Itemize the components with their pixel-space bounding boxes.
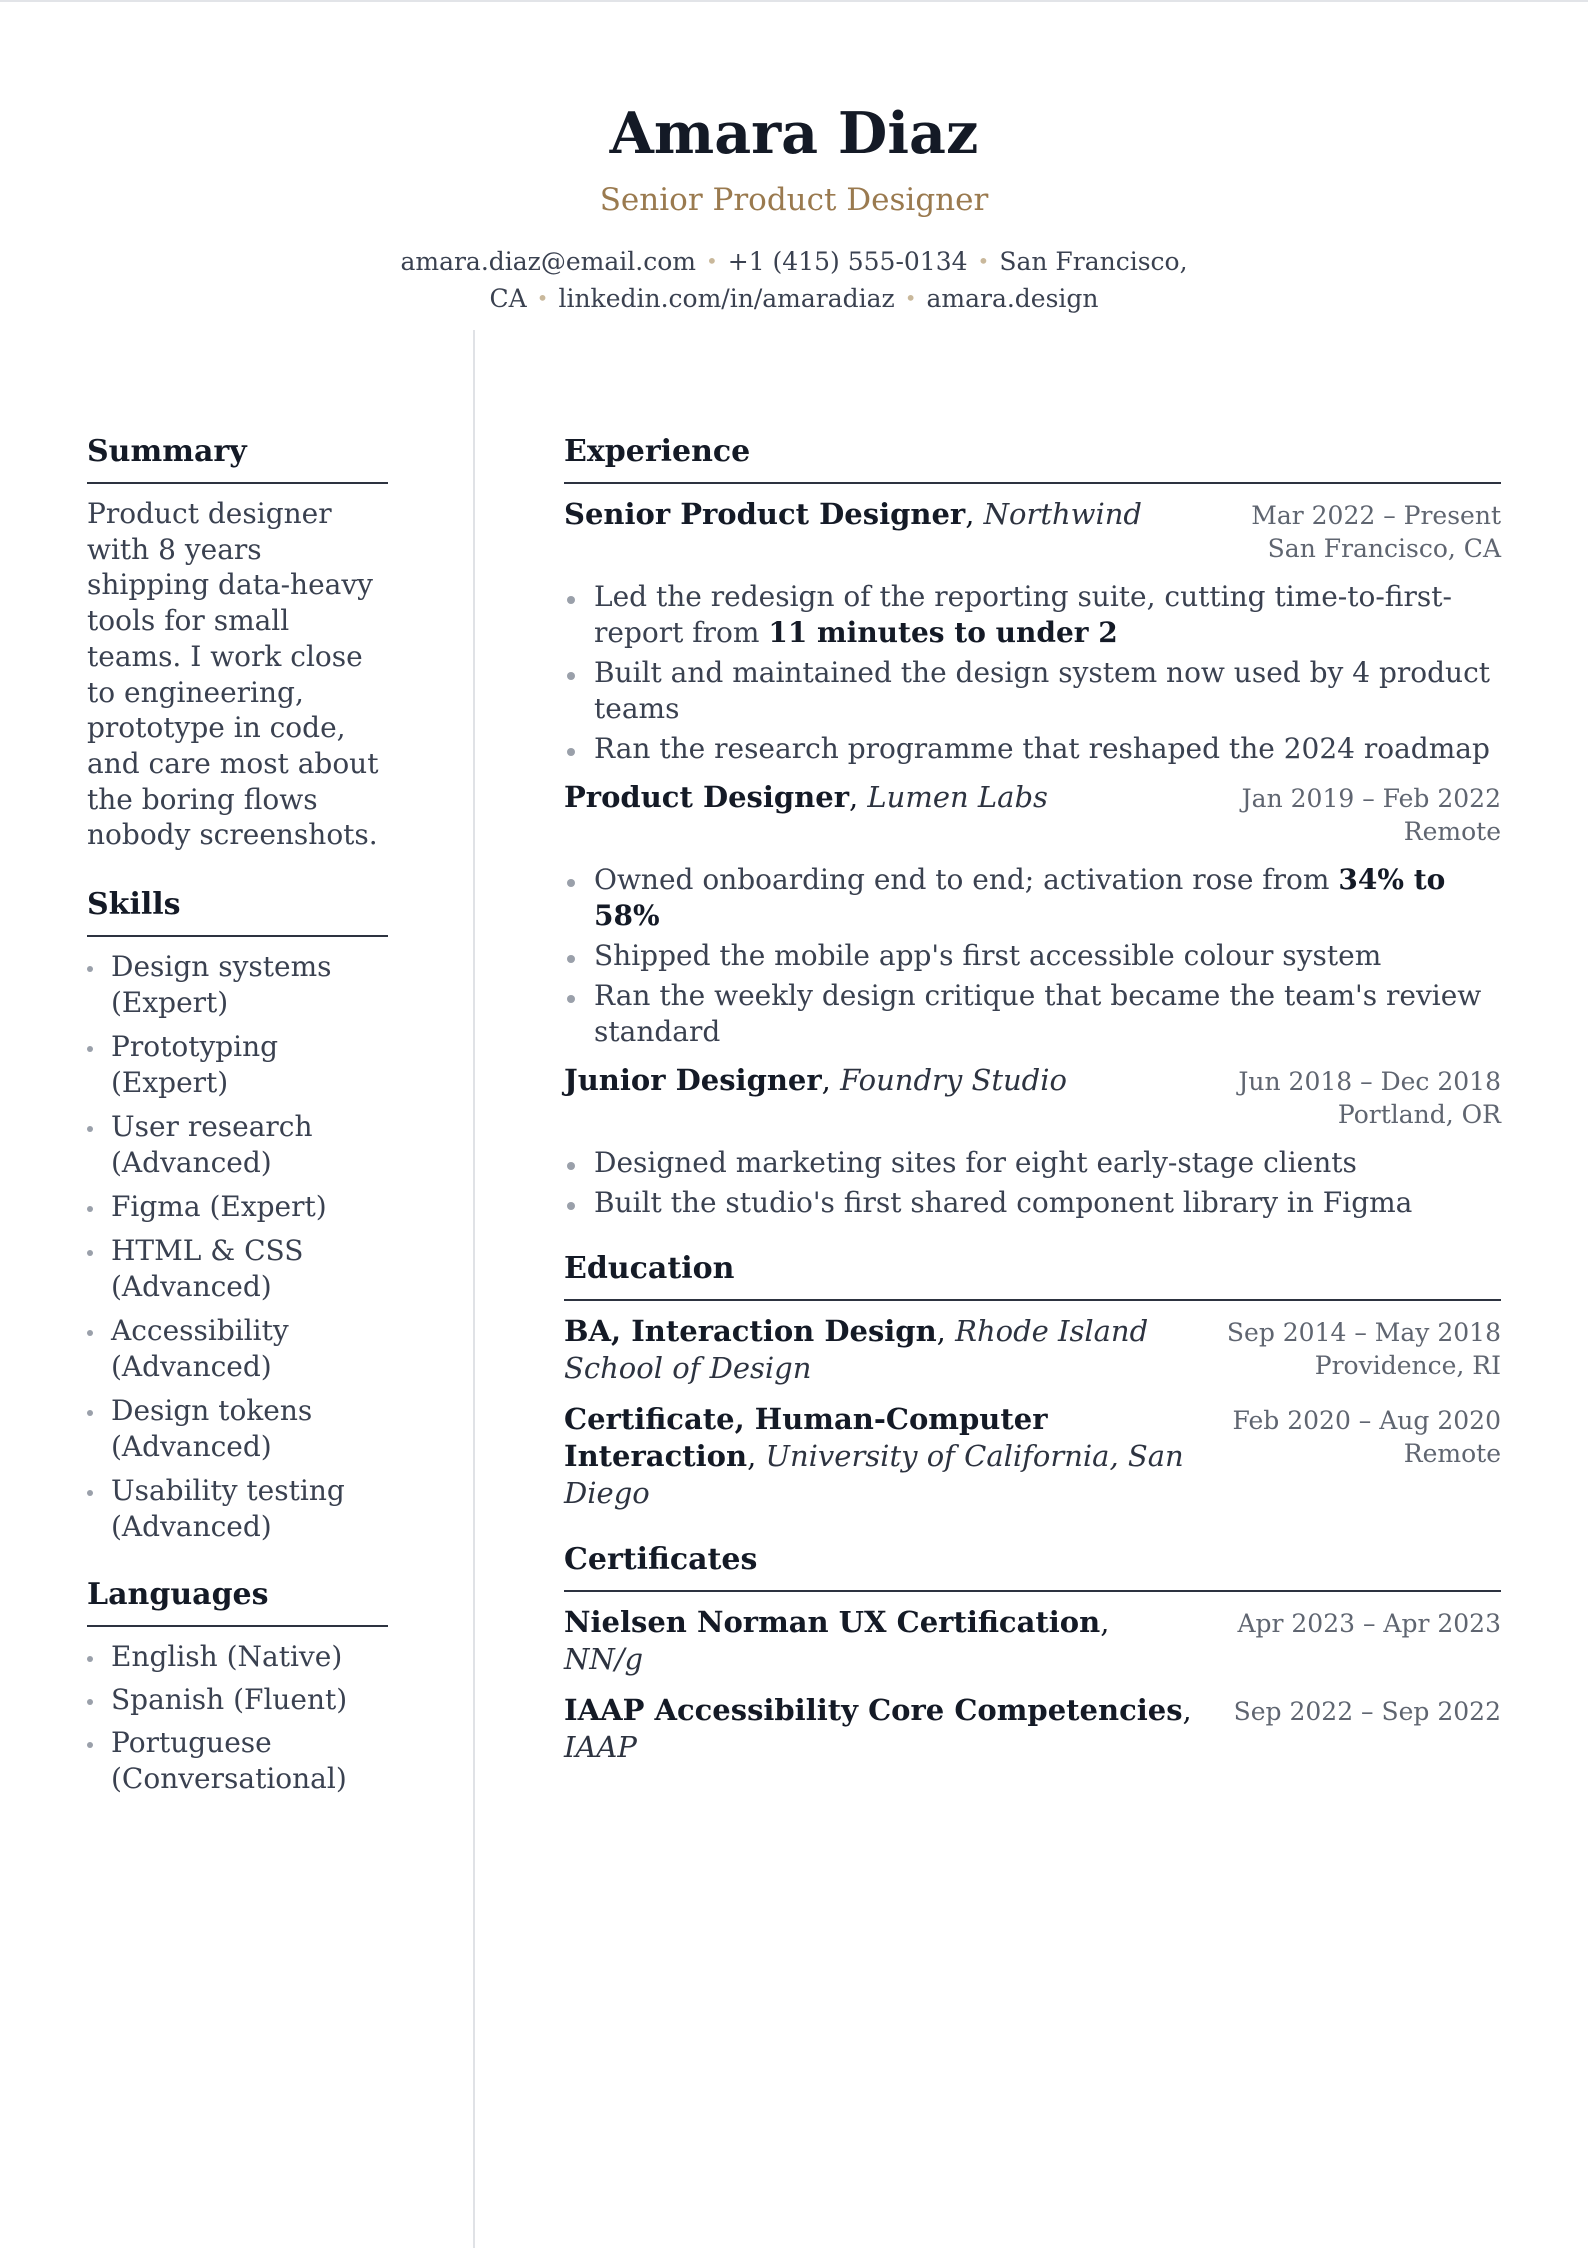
job-header: Junior Designer, Foundry Studio Jun 2018 – Dec 2018 Portland, OR <box>564 1063 1501 1129</box>
contact-line-2 <box>394 281 1194 318</box>
separator-dot: • <box>904 286 917 310</box>
skill-item: Accessibility (Advanced) <box>87 1313 388 1385</box>
summary-heading: Summary <box>87 430 388 484</box>
education-dates: Sep 2014 – May 2018 <box>1226 1318 1501 1347</box>
column-divider <box>473 330 475 2248</box>
languages-heading: Languages <box>87 1573 388 1627</box>
skill-item: User research (Advanced) <box>87 1109 388 1181</box>
job-title: Product Designer <box>564 780 849 814</box>
experience-section <box>564 430 1501 1221</box>
job-dates: Jan 2019 – Feb 2022 <box>1241 784 1501 813</box>
education-entry: BA, Interaction Design, Rhode Island School of Design Sep 2014 – May 2018 Providence, RI <box>564 1314 1501 1385</box>
job-dates: Mar 2022 – Present <box>1251 501 1501 530</box>
job-header: Senior Product Designer, Northwind Mar 2022 – Present San Francisco, CA <box>564 497 1501 563</box>
job-entry <box>564 779 1501 1050</box>
certificate-dates: Apr 2023 – Apr 2023 <box>1237 1609 1501 1638</box>
certificates-section <box>564 1538 1501 1766</box>
job-dates: Jun 2018 – Dec 2018 <box>1238 1067 1501 1096</box>
certificate-entry: Nielsen Norman UX Certification, NN/g Apr 2023 – Apr 2023 <box>564 1605 1501 1676</box>
linkedin-link[interactable]: linkedin.com/in/amaradiaz <box>558 284 895 313</box>
certificate-entry: IAAP Accessibility Core Competencies, IAAP Sep 2022 – Sep 2022 <box>564 1693 1501 1764</box>
contact-line-1 <box>394 244 1194 281</box>
certificate-title: Nielsen Norman UX Certification <box>564 1605 1101 1639</box>
education-location: Providence, RI <box>1314 1351 1501 1380</box>
degree-title: Certificate, Human-Computer Interaction <box>564 1402 1048 1473</box>
language-item: Portuguese (Conversational) <box>87 1725 388 1797</box>
job-bullet: Ran the research programme that reshaped the 2024 roadmap <box>564 731 1501 767</box>
highlight-metric: 34% to 58% <box>594 863 1446 932</box>
education-entry: Certificate, Human-Computer Interaction, University of California, San Diego Feb 2020 – Aug 2020 Remote <box>564 1402 1501 1510</box>
degree-title: BA, Interaction Design <box>564 1314 937 1348</box>
certificate-title: IAAP Accessibility Core Competencies <box>564 1693 1183 1727</box>
skills-list <box>87 949 388 1545</box>
language-item: English (Native) <box>87 1639 388 1675</box>
certificate-issuer: IAAP <box>564 1730 637 1764</box>
skill-item: Figma (Expert) <box>87 1189 388 1225</box>
education-dates: Feb 2020 – Aug 2020 <box>1232 1406 1501 1435</box>
school-name: Rhode Island School of Design <box>564 1314 1149 1385</box>
phone-number: +1 (415) 555-0134 <box>727 247 968 276</box>
job-entry <box>564 496 1501 767</box>
job-bullet: Designed marketing sites for eight early-stage clients <box>564 1145 1501 1181</box>
education-location: Remote <box>1403 1439 1501 1468</box>
job-company: Foundry Studio <box>840 1063 1067 1097</box>
education-heading: Education <box>564 1247 1501 1301</box>
website-link[interactable]: amara.design <box>926 284 1099 313</box>
job-header: Product Designer, Lumen Labs Jan 2019 – Feb 2022 Remote <box>564 780 1501 846</box>
location-state: CA <box>489 284 527 313</box>
languages-section <box>87 1573 388 1797</box>
email-link[interactable]: amara.diaz@email.com <box>400 247 696 276</box>
location-city: San Francisco, <box>999 247 1188 276</box>
sidebar <box>87 430 388 1825</box>
job-bullets <box>564 862 1501 1050</box>
job-bullets <box>564 1145 1501 1221</box>
job-bullet: Led the redesign of the reporting suite, cutting time-to-first-report from 11 minutes to under 2 <box>564 579 1501 651</box>
summary-section <box>87 430 388 853</box>
certificates-heading: Certificates <box>564 1538 1501 1592</box>
skill-item: Design systems (Expert) <box>87 949 388 1021</box>
certificate-dates: Sep 2022 – Sep 2022 <box>1233 1697 1501 1726</box>
resume-header <box>0 98 1588 318</box>
job-location: San Francisco, CA <box>1267 534 1501 563</box>
separator-dot: • <box>536 286 549 310</box>
job-title: Senior Product Designer <box>564 497 966 531</box>
education-section <box>564 1247 1501 1512</box>
candidate-name: Amara Diaz <box>609 100 979 167</box>
job-entry <box>564 1062 1501 1221</box>
skill-item: HTML & CSS (Advanced) <box>87 1233 388 1305</box>
job-company: Northwind <box>983 497 1142 531</box>
skill-item: Prototyping (Expert) <box>87 1029 388 1101</box>
job-location: Remote <box>1403 817 1501 846</box>
job-bullet: Built the studio's first shared component library in Figma <box>564 1185 1501 1221</box>
job-bullet: Shipped the mobile app's first accessible colour system <box>564 938 1501 974</box>
job-title: Junior Designer <box>564 1063 822 1097</box>
job-bullet: Owned onboarding end to end; activation rose from 34% to 58% <box>564 862 1501 934</box>
separator-dot: • <box>705 249 718 273</box>
skill-item: Design tokens (Advanced) <box>87 1393 388 1465</box>
highlight-metric: 11 minutes to under 2 <box>768 616 1118 649</box>
skills-section <box>87 883 388 1545</box>
skills-heading: Skills <box>87 883 388 937</box>
school-name: University of California, San Diego <box>564 1439 1184 1510</box>
main-column <box>564 430 1501 1766</box>
separator-dot: • <box>977 249 990 273</box>
skill-item: Usability testing (Advanced) <box>87 1473 388 1545</box>
languages-list <box>87 1639 388 1797</box>
job-bullet: Built and maintained the design system now used by 4 product teams <box>564 655 1501 727</box>
job-location: Portland, OR <box>1337 1100 1501 1129</box>
experience-heading: Experience <box>564 430 1501 484</box>
contact-info <box>394 244 1194 318</box>
job-company: Lumen Labs <box>867 780 1048 814</box>
top-border <box>0 0 1588 2</box>
language-item: Spanish (Fluent) <box>87 1682 388 1718</box>
job-bullet: Ran the weekly design critique that became the team's review standard <box>564 978 1501 1050</box>
certificate-issuer: NN/g <box>564 1642 644 1676</box>
job-bullets <box>564 579 1501 767</box>
candidate-role: Senior Product Designer <box>599 182 989 218</box>
summary-text: Product designer with 8 years shipping data-heavy tools for small teams. I work close to engineering, prototype in code, and care most about the boring flows nobody screenshots. <box>87 497 379 852</box>
